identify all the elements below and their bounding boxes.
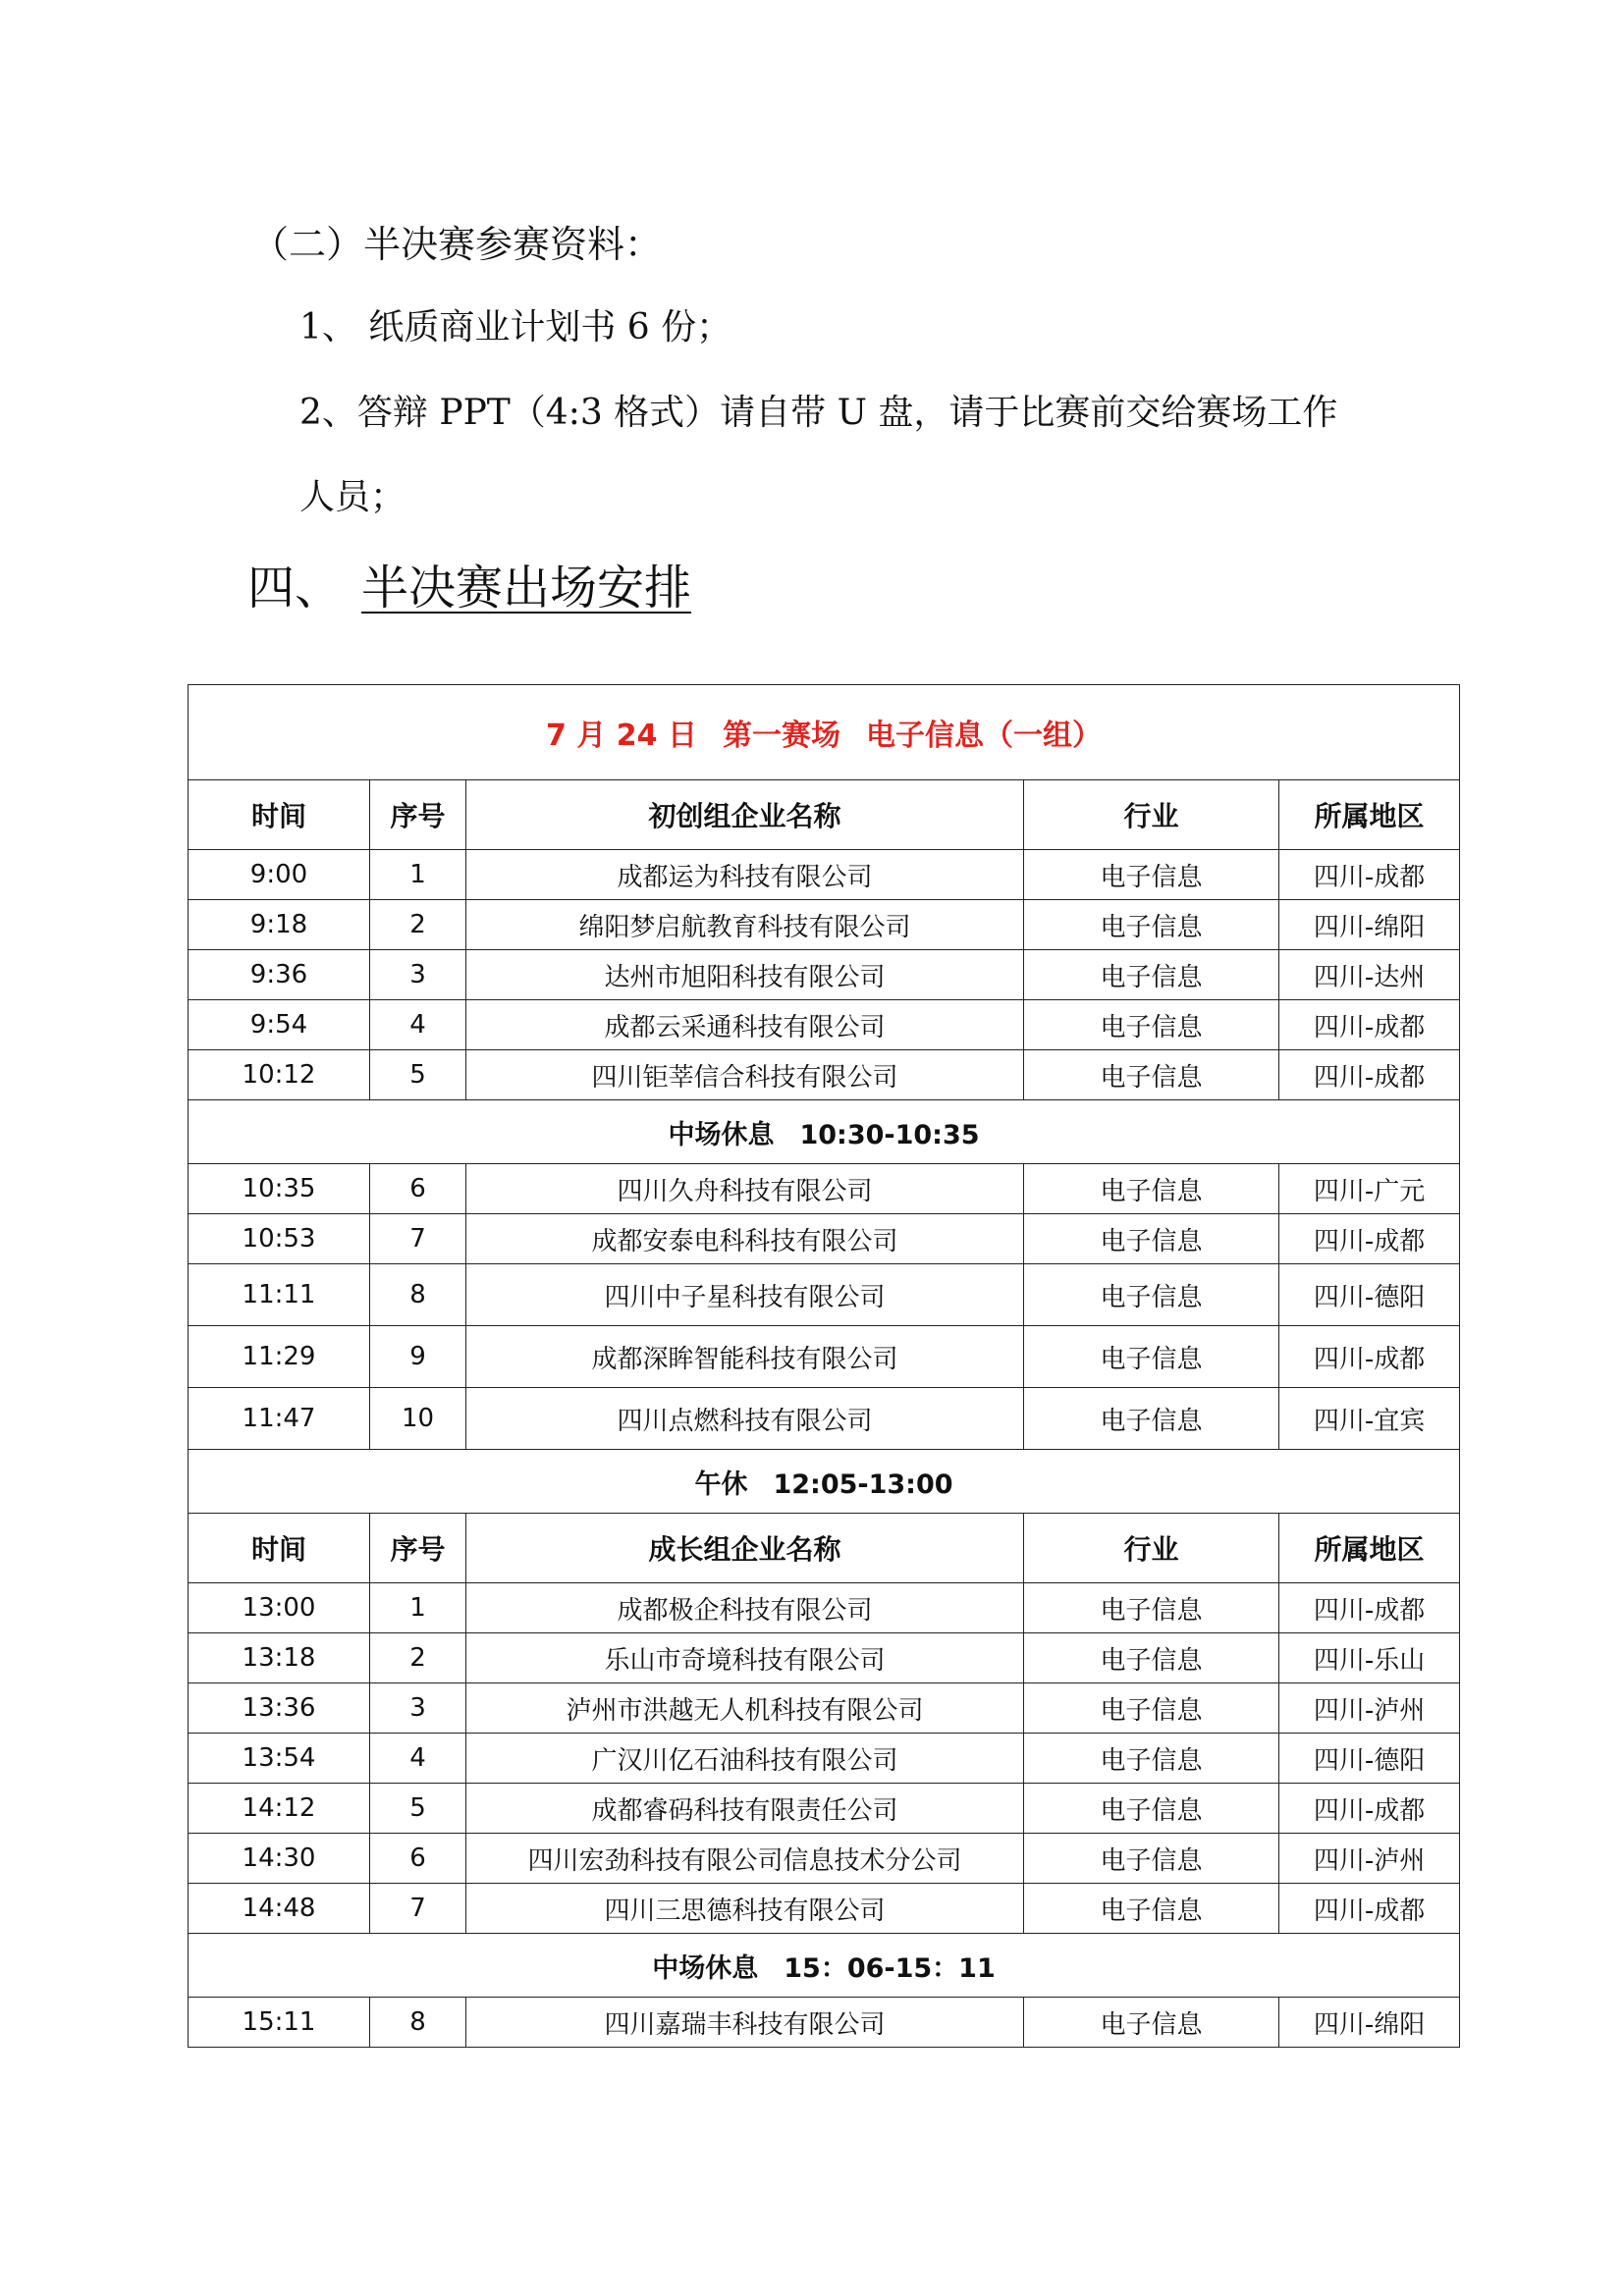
- cell-time: 14:12: [189, 1784, 370, 1834]
- cell-company: 成都云采通科技有限公司: [466, 1000, 1024, 1050]
- cell-company: 乐山市奇境科技有限公司: [466, 1633, 1024, 1683]
- cell-no: 3: [370, 1683, 466, 1734]
- cell-time: 13:00: [189, 1583, 370, 1633]
- schedule-table: [188, 684, 1460, 2048]
- cell-region: 四川-德阳: [1279, 1264, 1460, 1326]
- table-row: [189, 1834, 1460, 1884]
- cell-no: 3: [370, 950, 466, 1000]
- cell-time: 13:54: [189, 1734, 370, 1784]
- cell-no: 2: [370, 900, 466, 950]
- cell-region: 四川-成都: [1279, 1884, 1460, 1934]
- cell-industry: 电子信息: [1024, 1884, 1279, 1934]
- table-row: [189, 1633, 1460, 1683]
- cell-no: 9: [370, 1326, 466, 1388]
- cell-region: 四川-成都: [1279, 1326, 1460, 1388]
- header-time: 时间: [189, 780, 370, 850]
- cell-no: 5: [370, 1050, 466, 1100]
- cell-no: 5: [370, 1784, 466, 1834]
- schedule-venue: 第一赛场: [722, 719, 840, 753]
- cell-no: 8: [370, 1264, 466, 1326]
- cell-industry: 电子信息: [1024, 1998, 1279, 2048]
- cell-time: 9:36: [189, 950, 370, 1000]
- header-no: 序号: [370, 1514, 466, 1583]
- table-row: [189, 1214, 1460, 1264]
- cell-company: 广汉川亿石油科技有限公司: [466, 1734, 1024, 1784]
- header-region: 所属地区: [1279, 780, 1460, 850]
- cell-time: 10:53: [189, 1214, 370, 1264]
- cell-time: 9:54: [189, 1000, 370, 1050]
- cell-company: 达州市旭阳科技有限公司: [466, 950, 1024, 1000]
- section-title: 半决赛出场安排: [361, 561, 692, 615]
- cell-region: 四川-广元: [1279, 1164, 1460, 1214]
- header-industry: 行业: [1024, 1514, 1279, 1583]
- section-heading: [247, 550, 691, 617]
- cell-company: 四川钜莘信合科技有限公司: [466, 1050, 1024, 1100]
- cell-company: 成都睿码科技有限责任公司: [466, 1784, 1024, 1834]
- cell-company: 成都极企科技有限公司: [466, 1583, 1024, 1633]
- schedule-title: [189, 685, 1460, 780]
- cell-no: 4: [370, 1000, 466, 1050]
- cell-industry: 电子信息: [1024, 1264, 1279, 1326]
- section-number: 四、: [247, 561, 343, 615]
- cell-time: 11:47: [189, 1388, 370, 1450]
- cell-company: 四川三思德科技有限公司: [466, 1884, 1024, 1934]
- cell-no: 1: [370, 850, 466, 900]
- schedule-title-row: [189, 685, 1460, 780]
- header-industry: 行业: [1024, 780, 1279, 850]
- cell-region: 四川-绵阳: [1279, 900, 1460, 950]
- cell-time: 11:29: [189, 1326, 370, 1388]
- schedule-category: 电子信息（一组）: [865, 719, 1102, 753]
- cell-time: 15:11: [189, 1998, 370, 2048]
- break-1: [189, 1100, 1460, 1164]
- table-row: [189, 1884, 1460, 1934]
- schedule-date: 7 月 24 日: [546, 719, 697, 753]
- cell-company: 四川点燃科技有限公司: [466, 1388, 1024, 1450]
- requirement-item-1: 1、 纸质商业计划书 6 份；: [299, 307, 732, 347]
- table-row: [189, 1264, 1460, 1326]
- cell-company: 成都运为科技有限公司: [466, 850, 1024, 900]
- break-2-label: 中场休息: [652, 1952, 759, 1984]
- table-header-growth: [189, 1514, 1460, 1583]
- cell-time: 14:30: [189, 1834, 370, 1884]
- cell-region: 四川-乐山: [1279, 1633, 1460, 1683]
- requirement-item-2-continued: 人员；: [299, 477, 406, 517]
- break-1-label: 中场休息: [668, 1119, 775, 1150]
- cell-region: 四川-成都: [1279, 1214, 1460, 1264]
- break-row-1: [189, 1100, 1460, 1164]
- table-header-startup: [189, 780, 1460, 850]
- cell-no: 6: [370, 1164, 466, 1214]
- break-2-time: 15：06-15：11: [784, 1952, 996, 1984]
- cell-time: 10:12: [189, 1050, 370, 1100]
- cell-company: 四川宏劲科技有限公司信息技术分公司: [466, 1834, 1024, 1884]
- table-row: [189, 1784, 1460, 1834]
- table-row: [189, 850, 1460, 900]
- cell-industry: 电子信息: [1024, 1784, 1279, 1834]
- cell-region: 四川-宜宾: [1279, 1388, 1460, 1450]
- cell-company: 四川久舟科技有限公司: [466, 1164, 1024, 1214]
- table-row: [189, 1583, 1460, 1633]
- cell-time: 9:00: [189, 850, 370, 900]
- cell-region: 四川-成都: [1279, 850, 1460, 900]
- cell-no: 7: [370, 1884, 466, 1934]
- header-region: 所属地区: [1279, 1514, 1460, 1583]
- cell-company: 泸州市洪越无人机科技有限公司: [466, 1683, 1024, 1734]
- break-2: [189, 1934, 1460, 1998]
- lunch-row: [189, 1450, 1460, 1514]
- cell-industry: 电子信息: [1024, 1388, 1279, 1450]
- cell-no: 10: [370, 1388, 466, 1450]
- cell-region: 四川-达州: [1279, 950, 1460, 1000]
- cell-industry: 电子信息: [1024, 1326, 1279, 1388]
- table-row: [189, 1164, 1460, 1214]
- cell-industry: 电子信息: [1024, 1000, 1279, 1050]
- header-company: 成长组企业名称: [466, 1514, 1024, 1583]
- cell-region: 四川-成都: [1279, 1583, 1460, 1633]
- cell-company: 成都深眸智能科技有限公司: [466, 1326, 1024, 1388]
- table-row: [189, 950, 1460, 1000]
- cell-time: 10:35: [189, 1164, 370, 1214]
- cell-industry: 电子信息: [1024, 1050, 1279, 1100]
- cell-industry: 电子信息: [1024, 1734, 1279, 1784]
- lunch-break: [189, 1450, 1460, 1514]
- section-subheading: （二）半决赛参赛资料：: [251, 223, 663, 266]
- cell-no: 6: [370, 1834, 466, 1884]
- cell-region: 四川-德阳: [1279, 1734, 1460, 1784]
- cell-no: 8: [370, 1998, 466, 2048]
- cell-industry: 电子信息: [1024, 1214, 1279, 1264]
- cell-company: 四川中子星科技有限公司: [466, 1264, 1024, 1326]
- table-row: [189, 900, 1460, 950]
- cell-time: 14:48: [189, 1884, 370, 1934]
- table-row: [189, 1683, 1460, 1734]
- header-company: 初创组企业名称: [466, 780, 1024, 850]
- break-1-time: 10:30-10:35: [799, 1119, 980, 1150]
- cell-region: 四川-成都: [1279, 1784, 1460, 1834]
- cell-time: 9:18: [189, 900, 370, 950]
- cell-industry: 电子信息: [1024, 1164, 1279, 1214]
- table-row: [189, 1388, 1460, 1450]
- cell-no: 2: [370, 1633, 466, 1683]
- cell-region: 四川-成都: [1279, 1050, 1460, 1100]
- cell-industry: 电子信息: [1024, 950, 1279, 1000]
- cell-industry: 电子信息: [1024, 1583, 1279, 1633]
- cell-company: 绵阳梦启航教育科技有限公司: [466, 900, 1024, 950]
- cell-no: 1: [370, 1583, 466, 1633]
- cell-industry: 电子信息: [1024, 1834, 1279, 1884]
- cell-company: 四川嘉瑞丰科技有限公司: [466, 1998, 1024, 2048]
- requirement-item-2: 2、答辩 PPT（4:3 格式）请自带 U 盘，请于比赛前交给赛场工作: [299, 393, 1338, 433]
- cell-no: 7: [370, 1214, 466, 1264]
- header-time: 时间: [189, 1514, 370, 1583]
- cell-region: 四川-泸州: [1279, 1683, 1460, 1734]
- cell-region: 四川-泸州: [1279, 1834, 1460, 1884]
- cell-industry: 电子信息: [1024, 900, 1279, 950]
- table-row: [189, 1326, 1460, 1388]
- cell-industry: 电子信息: [1024, 850, 1279, 900]
- lunch-time: 12:05-13:00: [773, 1468, 953, 1500]
- table-row: [189, 1050, 1460, 1100]
- cell-industry: 电子信息: [1024, 1683, 1279, 1734]
- cell-company: 成都安泰电科科技有限公司: [466, 1214, 1024, 1264]
- header-no: 序号: [370, 780, 466, 850]
- cell-time: 13:36: [189, 1683, 370, 1734]
- cell-industry: 电子信息: [1024, 1633, 1279, 1683]
- cell-region: 四川-绵阳: [1279, 1998, 1460, 2048]
- table-row: [189, 1998, 1460, 2048]
- cell-time: 11:11: [189, 1264, 370, 1326]
- lunch-label: 午休: [694, 1468, 748, 1500]
- table-row: [189, 1000, 1460, 1050]
- break-row-2: [189, 1934, 1460, 1998]
- cell-region: 四川-成都: [1279, 1000, 1460, 1050]
- cell-no: 4: [370, 1734, 466, 1784]
- cell-time: 13:18: [189, 1633, 370, 1683]
- table-row: [189, 1734, 1460, 1784]
